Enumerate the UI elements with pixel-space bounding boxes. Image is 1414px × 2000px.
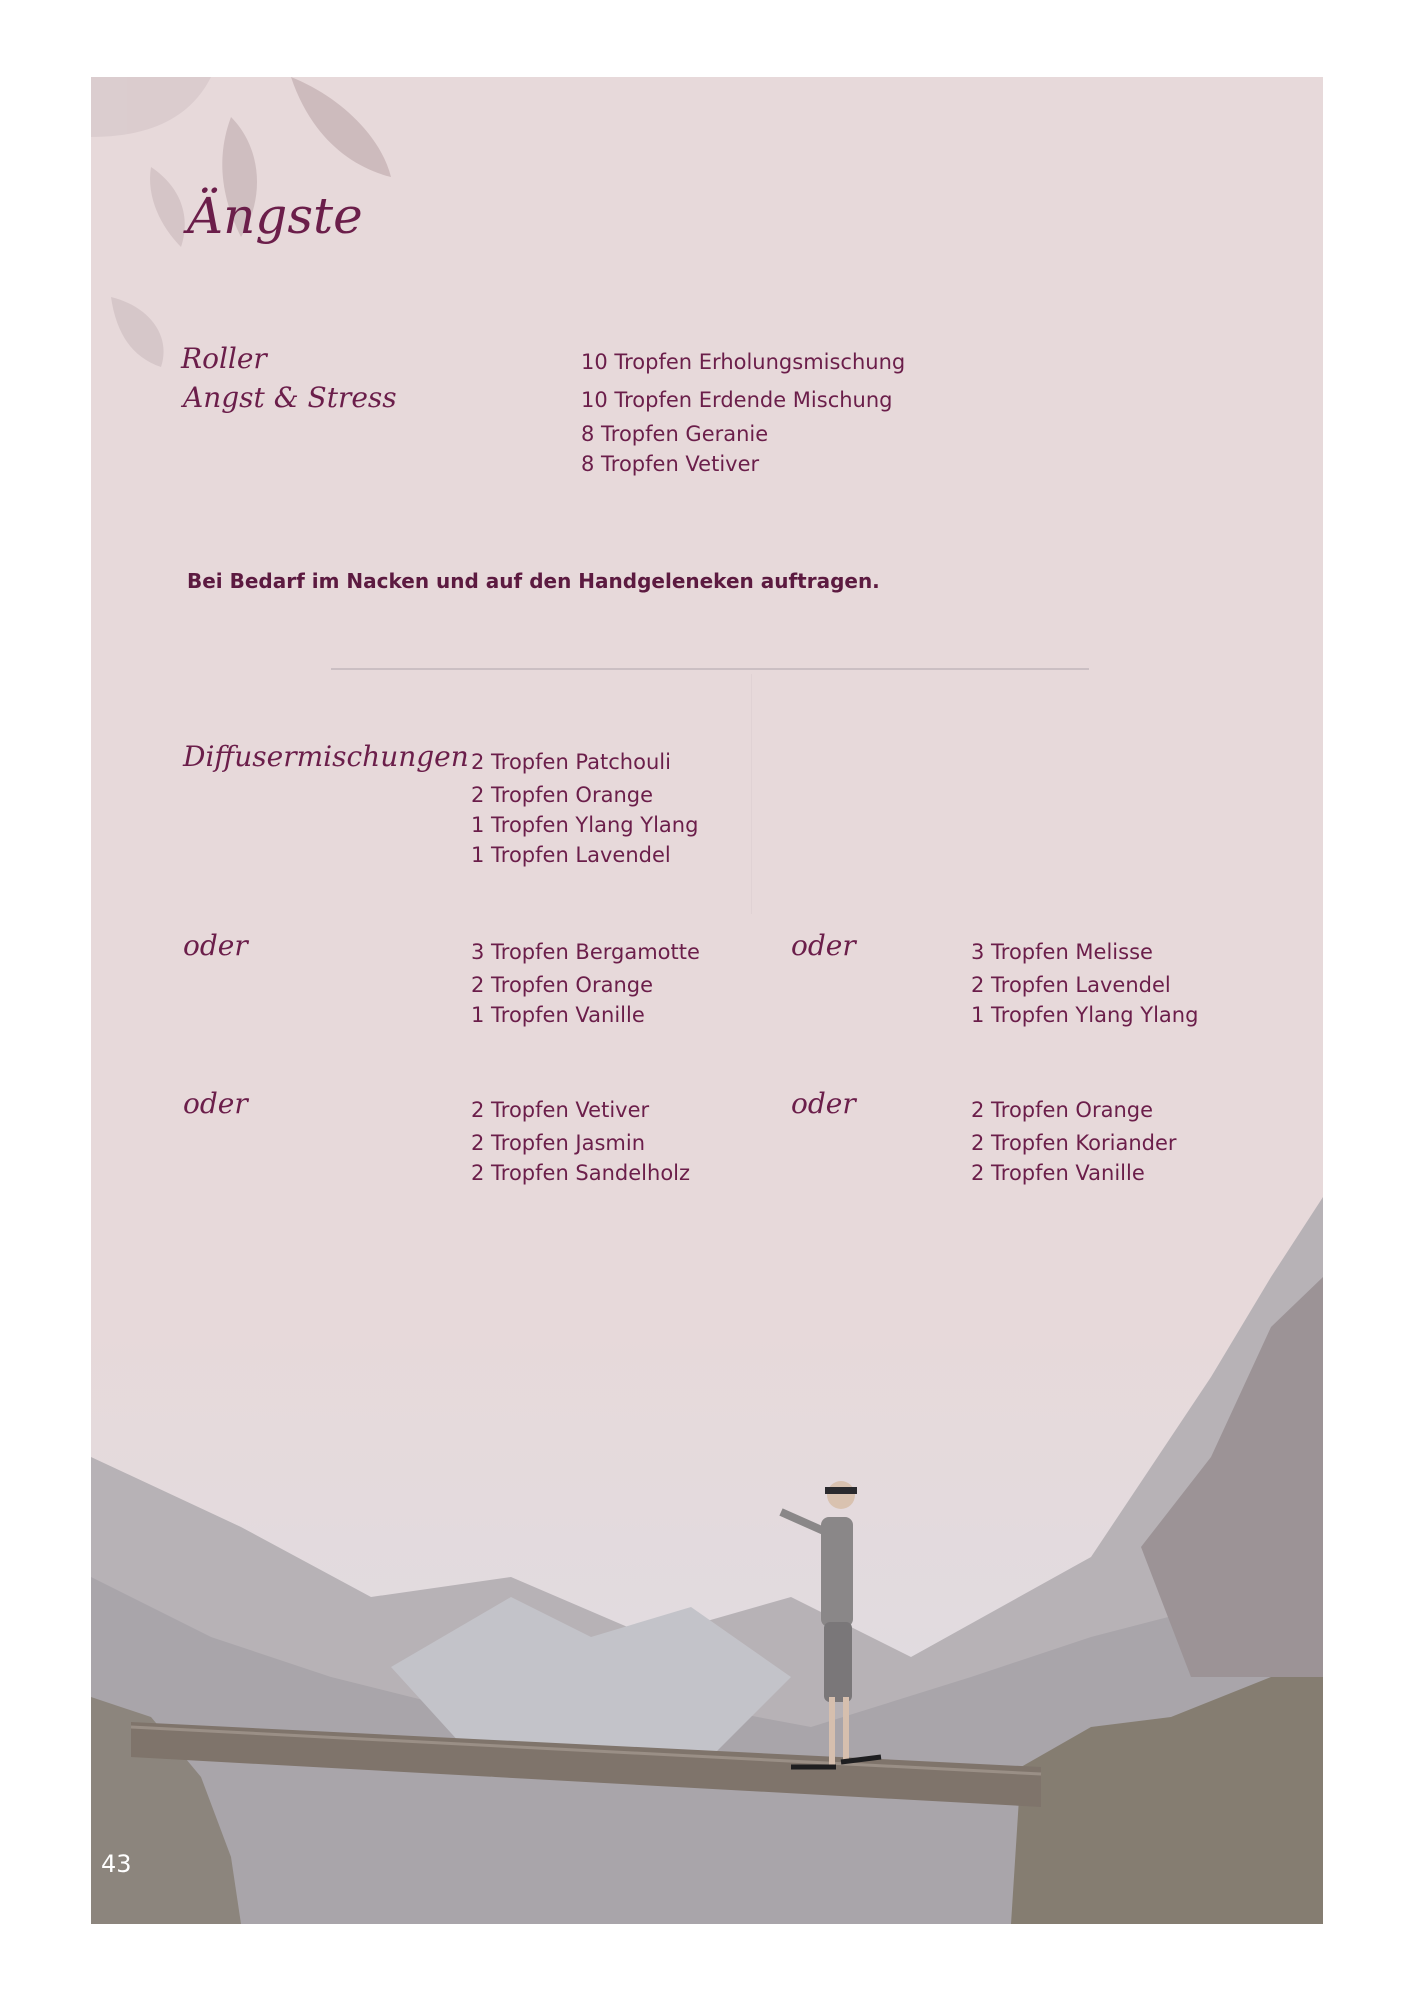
roller-ingredient: 10 Tropfen Erholungsmischung (581, 350, 906, 374)
roller-subtitle: Angst & Stress (183, 381, 397, 414)
roller-ingredient: 8 Tropfen Geranie (581, 422, 769, 446)
column-divider (751, 674, 752, 914)
section-divider (331, 668, 1089, 670)
diffuser-ingredient: 2 Tropfen Jasmin (471, 1131, 646, 1155)
roller-ingredient: 10 Tropfen Erdende Mischung (581, 388, 893, 412)
diffuser-ingredient: 2 Tropfen Sandelholz (471, 1161, 691, 1185)
diffuser-ingredient: 2 Tropfen Lavendel (971, 973, 1171, 997)
oder-label: oder (791, 929, 856, 962)
oder-label: oder (791, 1087, 856, 1120)
diffuser-ingredient: 1 Tropfen Vanille (471, 1003, 645, 1027)
diffuser-ingredient: 3 Tropfen Bergamotte (471, 940, 700, 964)
oder-label: oder (183, 1087, 248, 1120)
diffuser-ingredient: 1 Tropfen Ylang Ylang (971, 1003, 1199, 1027)
diffuser-ingredient: 1 Tropfen Lavendel (471, 843, 671, 867)
diffuser-ingredient: 2 Tropfen Orange (971, 1098, 1154, 1122)
diffuser-ingredient: 1 Tropfen Ylang Ylang (471, 813, 699, 837)
diffuser-label: Diffusermischungen (183, 740, 469, 773)
oder-label: oder (183, 929, 248, 962)
diffuser-ingredient: 2 Tropfen Orange (471, 783, 654, 807)
diffuser-ingredient: 2 Tropfen Vanille (971, 1161, 1145, 1185)
page (91, 77, 1323, 1924)
diffuser-ingredient: 2 Tropfen Orange (471, 973, 654, 997)
diffuser-ingredient: 2 Tropfen Patchouli (471, 750, 671, 774)
page-number: 43 (101, 1850, 132, 1878)
diffuser-ingredient: 2 Tropfen Koriander (971, 1131, 1177, 1155)
page-title: Ängste (187, 187, 363, 245)
diffuser-ingredient: 2 Tropfen Vetiver (471, 1098, 650, 1122)
roller-label: Roller (181, 342, 267, 375)
application-note: Bei Bedarf im Nacken und auf den Handgeleneken auftragen. (187, 569, 880, 593)
diffuser-ingredient: 3 Tropfen Melisse (971, 940, 1153, 964)
roller-ingredient: 8 Tropfen Vetiver (581, 452, 760, 476)
